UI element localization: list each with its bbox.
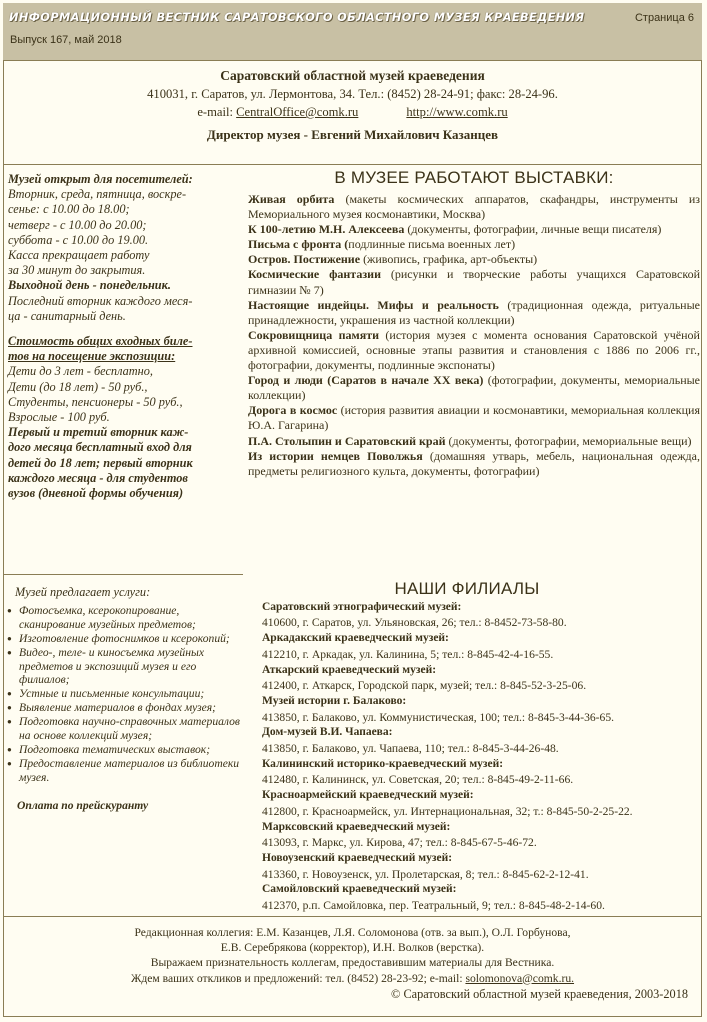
branch-name: Новоузенский краеведческий музей: <box>262 851 453 864</box>
free-entry-note: дого месяца бесплатный вход для <box>8 440 192 455</box>
exhibitions-section <box>248 168 700 479</box>
exhibition-desc: (документы, фотографии, личные вещи писателя) <box>404 222 662 237</box>
branch-name: Красноармейский краеведческий музей: <box>262 789 474 802</box>
museum-contacts <box>3 61 702 165</box>
branch-name: Аткарский краеведческий музей: <box>262 663 437 676</box>
branch-address: 412370, р.п. Самойловка, пер. Театральный, 9; тел.: 8-845-48-2-14-60. <box>262 899 605 913</box>
branch-address: 410600, г. Саратов, ул. Ульяновская, 26; тел.: 8-8452-73-58-80. <box>262 616 567 630</box>
exhibition-title: Живая орбита <box>248 192 335 206</box>
payment-note: Оплата по прейскуранту <box>17 798 149 812</box>
services-list <box>7 604 247 785</box>
opening-hours-line: сенье: с 10.00 до 18.00; <box>8 202 130 217</box>
exhibition-item <box>248 237 700 252</box>
exhibition-desc: подлинные письма военных лет) <box>348 237 516 252</box>
exhibition-item <box>248 298 700 328</box>
branch-name: Самойловский краеведческий музей: <box>262 883 457 896</box>
exhibition-title: П.А. Столыпин и Саратовский край <box>248 433 446 448</box>
service-item: ● Видео-, теле- и киносъемка музейных предметов и экспозиций музея и его филиалов; <box>7 646 247 688</box>
branch-address: 412400, г. Аткарск, Городской парк, музей; тел.: 8-845-52-3-25-06. <box>262 679 587 693</box>
copyright: © Саратовский областной музей краеведения, 2003-2018 <box>391 986 688 1001</box>
branch-address: 413850, г. Балаково, ул. Коммунистическая, 100; тел.: 8-845-3-44-36-65. <box>262 710 615 724</box>
ticket-price: Дети (до 18 лет) - 50 руб., <box>8 379 148 394</box>
email-label: e-mail: <box>197 105 237 119</box>
opening-hours-line: Касса прекращает работу <box>8 248 150 263</box>
opening-hours-line: суббота - с 10.00 до 19.00. <box>8 232 149 247</box>
branches-section <box>262 581 702 914</box>
exhibition-item <box>248 222 700 237</box>
section-divider <box>3 574 243 575</box>
service-item: ● Предоставление материалов из библиотеки музея. <box>7 757 247 785</box>
museum-email-link[interactable]: CentralOffice@comk.ru <box>236 105 359 119</box>
exhibition-desc: (история музея с момента основания Саратовской учёной архивной комиссией, основные этапы развития и становления с 1886 по 2006 гг., фотографии, документы, подлинные экспонаты) <box>248 327 700 373</box>
branch-address: 413850, г. Балаково, ул. Чапаева, 110; тел.: 8-845-3-44-26-48. <box>262 742 559 756</box>
exhibition-title: Остров. Постижение <box>248 252 361 267</box>
ticket-price-title: Стоимость общих входных биле- <box>8 334 193 349</box>
exhibition-item <box>248 403 700 433</box>
ticket-price-title: тов на посещение экспозиции: <box>8 349 176 364</box>
exhibition-title: Настоящие индейцы. Мифы и реальность <box>248 297 499 312</box>
branch-address: 412480, г. Калининск, ул. Советская, 20; тел.: 8-845-49-2-11-66. <box>262 773 574 787</box>
exhibition-item <box>248 267 700 297</box>
exhibition-desc: (традиционная одежда, ритуальные принадлежности, украшения из частной коллекции) <box>248 297 700 327</box>
exhibitions-title: В МУЗЕЕ РАБОТАЮТ ВЫСТАВКИ: <box>334 168 614 187</box>
sanitary-day-line: Последний вторник каждого меся- <box>8 293 193 308</box>
museum-address: 410031, г. Саратов, ул. Лермонтова, 34. Тел.: (8452) 28-24-91; факс: 28-24-96. <box>147 87 558 101</box>
exhibition-item <box>248 328 700 373</box>
ticket-price: Студенты, пенсионеры - 50 руб., <box>8 394 183 409</box>
sanitary-day-line: ца - санитарный день. <box>8 308 126 323</box>
free-entry-note: вузов (дневной формы обучения) <box>8 486 184 501</box>
exhibition-desc: (документы, фотографии, мемориальные вещи) <box>445 433 692 448</box>
exhibition-title: Сокровищница памяти <box>248 327 380 342</box>
branch-address: 413360, г. Новоузенск, ул. Пролетарская, 8; тел.: 8-845-62-2-12-41. <box>262 867 589 881</box>
exhibition-item <box>248 449 700 479</box>
feedback-line <box>3 971 702 986</box>
branch-name: Аркадакский краеведческий музей: <box>262 632 449 645</box>
exhibition-title: Дорога в космос <box>248 403 338 418</box>
free-entry-note: Первый и третий вторник каж- <box>8 425 189 440</box>
editorial-footer <box>3 916 702 1002</box>
branch-address: 412210, г. Аркадак, ул. Калинина, 5; тел.: 8-845-42-4-16-55. <box>262 647 554 661</box>
day-off: Выходной день - понедельник. <box>8 278 171 293</box>
free-entry-note: детей до 18 лет; первый вторник <box>8 455 193 470</box>
branch-name: Калининский историко-краеведческий музей: <box>262 757 504 770</box>
exhibition-title: Из истории немцев Поволжья <box>248 448 423 463</box>
branch-name: Музей истории г. Балаково: <box>262 694 407 707</box>
ticket-price: Взрослые - 100 руб. <box>8 410 110 425</box>
exhibition-item <box>248 192 700 222</box>
exhibition-desc: (рисунки и творческие работы учащихся Саратовской гимназии № 7) <box>248 267 700 297</box>
branch-address: 412800, г. Красноармейск, ул. Интернациональная, 32; т.: 8-845-50-2-25-22. <box>262 804 633 818</box>
exhibition-desc: (макеты космических аппаратов, скафандры, инструменты из Мемориального музея космонавтики, Москва) <box>248 192 700 222</box>
exhibition-title: Письма с фронта ( <box>248 237 349 252</box>
free-entry-note: каждого месяца - для студентов <box>8 470 188 485</box>
exhibition-title: К 100-летию М.Н. Алексеева <box>248 222 405 237</box>
service-item: ● Устные и письменные консультации; <box>7 687 247 701</box>
service-item: ● Фотосъемка, ксерокопирование, сканирование музейных предметов; <box>7 604 247 632</box>
service-item: ● Изготовление фотоснимков и ксерокопий; <box>7 632 247 646</box>
issue-number: Выпуск 167, май 2018 <box>10 34 122 46</box>
museum-website-link[interactable]: http://www.comk.ru <box>406 105 508 119</box>
services-title: Музей предлагает услуги: <box>15 585 151 599</box>
editorial-board-line: Редакционная коллегия: Е.М. Казанцев, Л.Я. Соломонова (отв. за вып.), О.Л. Горбунова, <box>134 926 571 939</box>
visiting-info <box>8 172 241 501</box>
newsletter-header <box>3 3 702 61</box>
newsletter-title: ИНФОРМАЦИОННЫЙ ВЕСТНИК САРАТОВСКОГО ОБЛАСТНОГО МУЗЕЯ КРАЕВЕДЕНИЯ <box>9 11 585 24</box>
museum-director: Директор музея - Евгений Михайлович Казанцев <box>206 127 499 142</box>
opening-hours-title: Музей открыт для посетителей: <box>8 172 193 186</box>
exhibition-item <box>248 252 700 267</box>
exhibition-item <box>248 434 700 449</box>
branch-name: Марксовский краеведческий музей: <box>262 820 451 833</box>
ticket-price: Дети до 3 лет - бесплатно, <box>8 364 153 379</box>
exhibition-desc: (фотографии, документы, мемориальные коллекции) <box>248 373 701 403</box>
service-item: ● Подготовка тематических выставок; <box>7 743 247 757</box>
page-number: Страница 6 <box>634 12 694 24</box>
museum-name: Саратовский областной музей краеведения <box>220 68 485 83</box>
opening-hours-line: за 30 минут до закрытия. <box>8 263 146 278</box>
exhibition-desc: (домашняя утварь, мебель, национальная одежда, предметы религиозного культа, документы, фотографии) <box>248 448 700 478</box>
feedback-email-link[interactable]: solomonova@comk.ru. <box>465 971 575 985</box>
opening-hours-line: четверг - с 10.00 до 20.00; <box>8 217 147 232</box>
thanks-line: Выражаем признательность коллегам, предоставившим материалы для Вестника. <box>150 956 555 970</box>
branch-name: Дом-музей В.И. Чапаева: <box>262 726 393 739</box>
exhibition-desc: (живопись, графика, арт-объекты) <box>360 252 538 267</box>
exhibition-item <box>248 373 700 403</box>
opening-hours-line: Вторник, среда, пятница, воскре- <box>8 187 187 202</box>
feedback-text: Ждем ваших откликов и предложений: тел. (8452) 28-23-92; e-mail: <box>130 971 466 985</box>
museum-online-contacts <box>3 105 702 120</box>
services-section <box>7 586 247 813</box>
branch-name: Саратовский этнографический музей: <box>262 600 462 613</box>
editorial-board-line: Е.В. Серебрякова (корректор), И.Н. Волков (верстка). <box>220 941 485 955</box>
service-item: ● Подготовка научно-справочных материалов на основе коллекций музея; <box>7 715 247 743</box>
exhibition-desc: (история развития авиации и космонавтики, мемориальная коллекция Ю.А. Гагарина) <box>248 403 700 433</box>
exhibition-title: Космические фантазии <box>248 267 381 282</box>
exhibition-title: Город и люди (Саратов в начале XX века) <box>248 373 484 388</box>
branches-title: НАШИ ФИЛИАЛЫ <box>394 579 540 598</box>
service-item: ● Выявление материалов в фондах музея; <box>7 701 247 715</box>
branch-address: 413093, г. Маркс, ул. Кирова, 47; тел.: 8-845-67-5-46-72. <box>262 836 537 850</box>
